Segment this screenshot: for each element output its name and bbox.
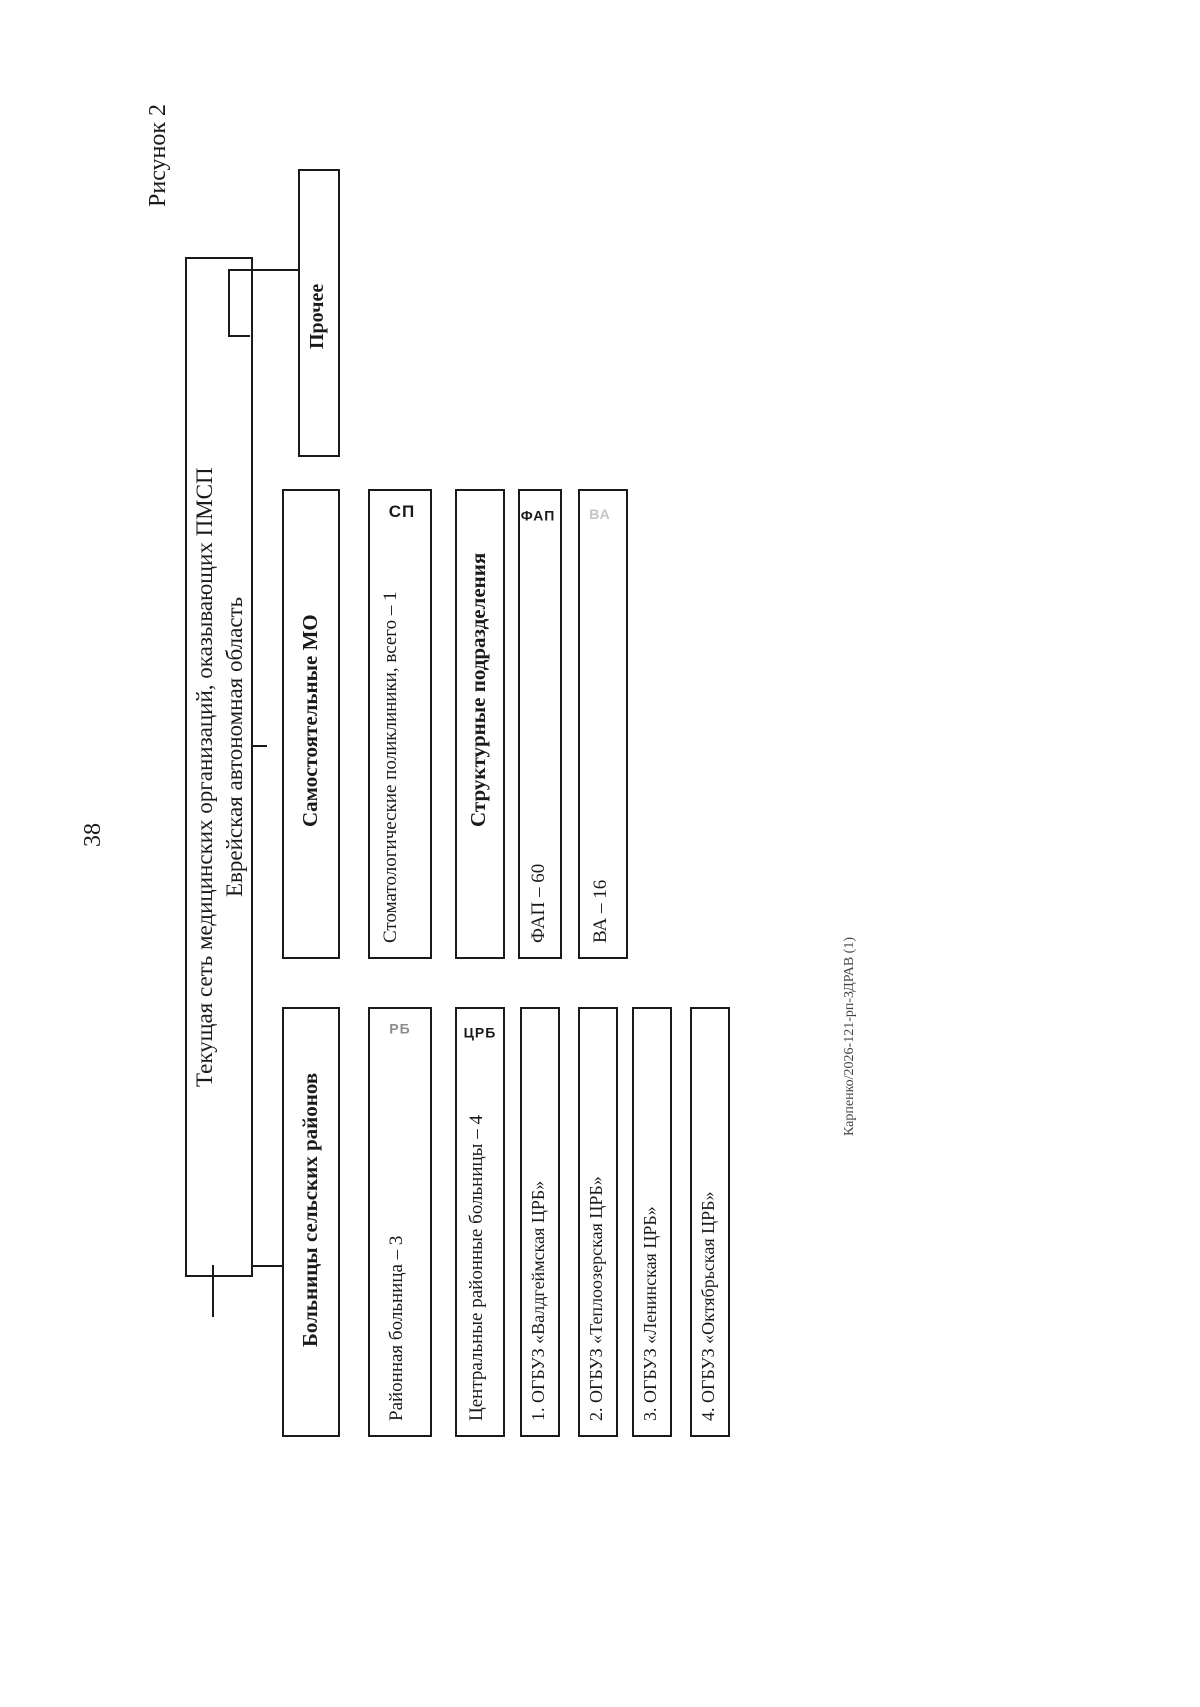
va-label: ВА – 16	[590, 879, 611, 943]
page-number: 38	[80, 823, 106, 847]
connector-title-to-independent	[253, 745, 267, 747]
fap-tag: ФАП	[520, 507, 556, 524]
connector-title-to-rural-v	[253, 1265, 283, 1267]
connector-other-drop	[228, 269, 298, 271]
district-hospital-label: Районная больница – 3	[386, 1235, 407, 1421]
other-header: Прочее	[306, 283, 328, 349]
central-hospitals-tag: ЦРБ	[463, 1024, 497, 1041]
title-line-1: Текущая сеть медицинских организаций, оказывающих ПМСП	[192, 467, 217, 1087]
rural-item-2: 2. ОГБУЗ «Теплоозерская ЦРБ»	[586, 1176, 606, 1421]
rural-hospitals-header: Больницы сельских районов	[298, 1072, 322, 1347]
rural-item-3: 3. ОГБУЗ «Ленинская ЦРБ»	[640, 1206, 660, 1421]
central-hospitals-label: Центральные районные больницы – 4	[466, 1115, 487, 1421]
structural-units-header: Структурные подразделения	[466, 552, 490, 827]
va-tag: ВА	[589, 506, 611, 523]
dental-clinics-label: Стоматологические поликлиники, всего – 1	[380, 591, 401, 943]
district-hospital-tag: РБ	[389, 1020, 411, 1037]
rural-item-4: 4. ОГБУЗ «Октябрьская ЦРБ»	[698, 1191, 718, 1421]
independent-mo-header: Самостоятельные МО	[298, 614, 322, 827]
connector-title-to-other-h	[228, 269, 230, 337]
figure-label: Рисунок 2	[145, 103, 171, 207]
title-line-2: Еврейская автономная область	[222, 596, 247, 897]
dental-clinics-tag: СП	[388, 501, 416, 521]
document-code: Карпенко/2026-121-рп-ЗДРАВ (1)	[842, 936, 857, 1136]
fap-label: ФАП – 60	[528, 863, 549, 943]
connector-title-to-rural-h	[212, 1265, 214, 1317]
connector-title-to-other-v	[228, 335, 250, 337]
rural-item-1: 1. ОГБУЗ «Валдгеймская ЦРБ»	[528, 1180, 548, 1421]
